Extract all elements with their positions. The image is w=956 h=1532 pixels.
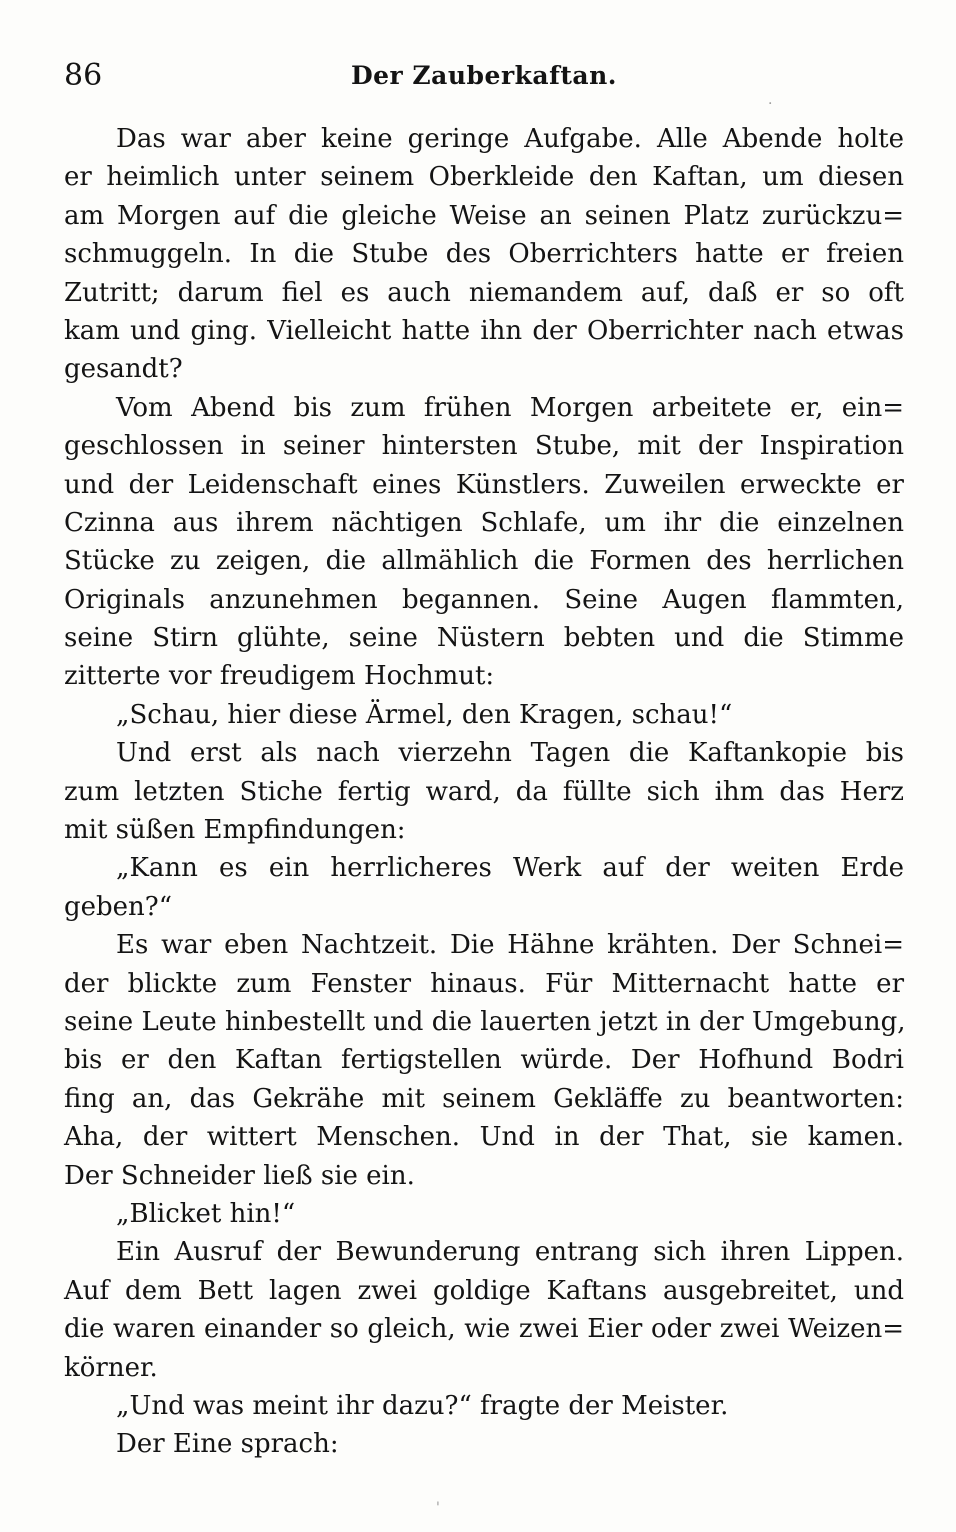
- text-line: seine Leute hinbestellt und die lauerten jetzt in der Umgebung,: [64, 1006, 906, 1037]
- text-line: Auf dem Bett lagen zwei goldige Kaftans ausgebreitet, und: [64, 1275, 904, 1306]
- text-line: seine Stirn glühte, seine Nüstern bebten und die Stimme: [64, 623, 904, 654]
- page-header: [64, 56, 904, 96]
- text-line: am Morgen auf die gleiche Weise an seinen Platz zurückzu=: [64, 200, 904, 231]
- text-line: mit süßen Empfindungen:: [64, 815, 406, 846]
- text-line: Das war aber keine geringe Aufgabe. Alle Abende holte: [116, 124, 904, 154]
- text-line: Es war eben Nachtzeit. Die Hähne krähten. Der Schnei=: [116, 930, 904, 961]
- page-number: 86: [64, 58, 103, 93]
- text-line: Stücke zu zeigen, die allmählich die Formen des herrlichen: [64, 546, 904, 577]
- text-line: fing an, das Gekrähe mit seinem Gekläffe zu beantworten:: [64, 1083, 904, 1114]
- text-line: Aha, der wittert Menschen. Und in der That, sie kamen.: [64, 1122, 904, 1153]
- text-line: zitterte vor freudigem Hochmut:: [64, 661, 495, 692]
- text-line: der blickte zum Fenster hinaus. Für Mitternacht hatte er: [64, 968, 904, 999]
- text-line: zum letzten Stiche fertig ward, da füllte sich ihm das Herz: [64, 776, 904, 807]
- running-title: Der Zauberkaftan.: [350, 61, 618, 90]
- text-line: Czinna aus ihrem nächtigen Schlafe, um ihr die einzelnen: [64, 507, 904, 538]
- text-line: körner.: [64, 1352, 158, 1383]
- text-line: Der Schneider ließ sie ein.: [64, 1160, 415, 1191]
- text-line: „Kann es ein herrlicheres Werk auf der weiten Erde: [116, 853, 904, 884]
- text-line: schmuggeln. In die Stube des Oberrichters hatte er freien: [64, 239, 904, 270]
- text-line: „Und was meint ihr dazu?“ fragte der Meister.: [116, 1390, 729, 1421]
- stray-mark: ·: [768, 96, 773, 112]
- text-line: „Schau, hier diese Ärmel, den Kragen, schau!“: [116, 699, 733, 730]
- text-line: Originals anzunehmen begannen. Seine Augen flammten,: [64, 584, 904, 615]
- text-line: „Blicket hin!“: [116, 1198, 296, 1229]
- text-line: und der Leidenschaft eines Künstlers. Zuweilen erweckte er: [64, 469, 904, 500]
- text-line: bis er den Kaftan fertigstellen würde. Der Hofhund Bodri: [64, 1045, 904, 1076]
- text-line: kam und ging. Vielleicht hatte ihn der Oberrichter nach etwas: [64, 315, 904, 346]
- text-line: Ein Ausruf der Bewunderung entrang sich ihren Lippen.: [116, 1237, 904, 1268]
- stray-mark: ': [436, 1500, 440, 1516]
- text-line: Zutritt; darum fiel es auch niemandem auf, daß er so oft: [64, 277, 904, 308]
- text-line: Vom Abend bis zum frühen Morgen arbeitete er, ein=: [116, 392, 904, 423]
- text-line: geschlossen in seiner hintersten Stube, mit der Inspiration: [64, 431, 904, 462]
- text-line: Der Eine sprach:: [116, 1429, 339, 1460]
- text-line: Und erst als nach vierzehn Tagen die Kaftankopie bis: [116, 738, 904, 769]
- text-line: er heimlich unter seinem Oberkleide den Kaftan, um diesen: [64, 162, 904, 193]
- body-text: [64, 120, 904, 1464]
- text-line: geben?“: [64, 891, 173, 922]
- text-line: gesandt?: [64, 354, 183, 385]
- text-line: die waren einander so gleich, wie zwei Eier oder zwei Weizen=: [64, 1314, 904, 1345]
